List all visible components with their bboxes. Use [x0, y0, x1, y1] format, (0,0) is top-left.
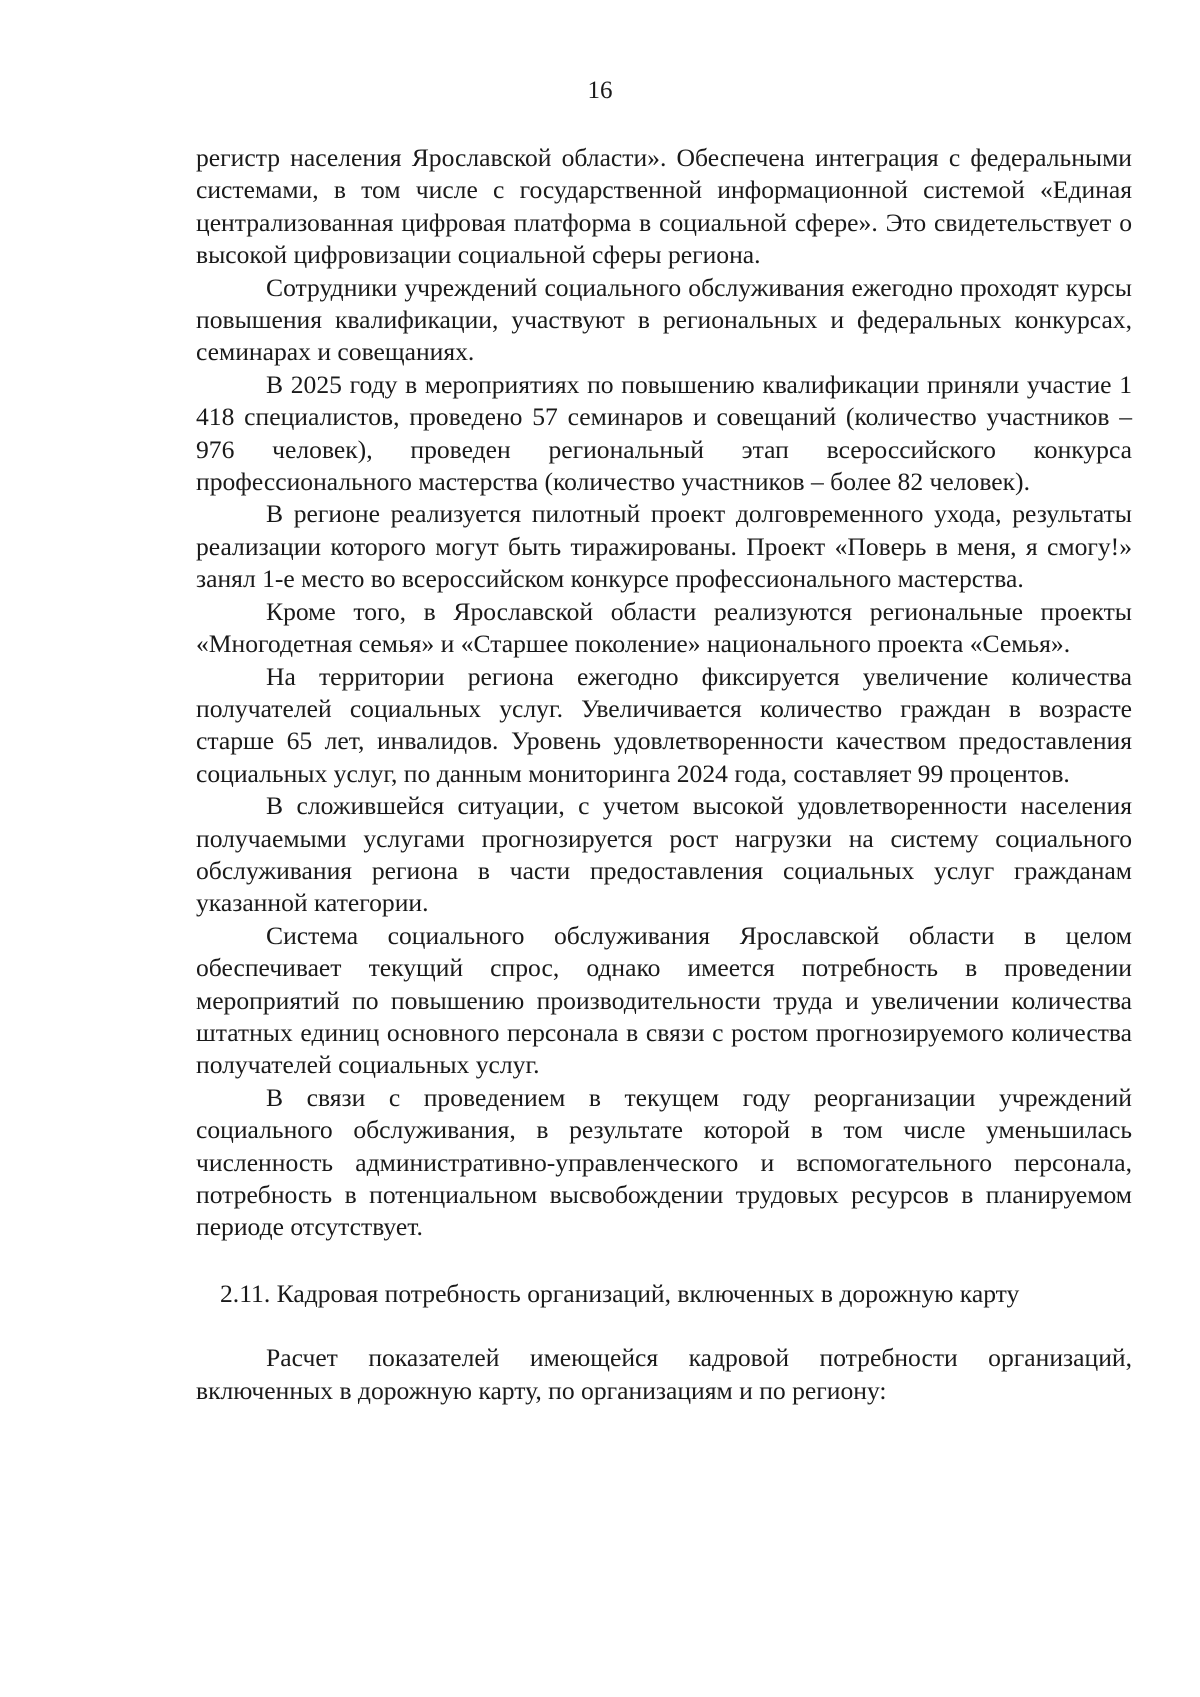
paragraph-staff-training: Сотрудники учреждений социального обслуживания ежегодно проходят курсы повышения квалификации, участвуют в региональных и федеральных конкурсах, семинарах и совещаниях.: [196, 272, 1132, 367]
paragraph-reorganization: В связи с проведением в текущем году реорганизации учреждений социального обслуживания, в результате которой в том числе уменьшилась численность административно-управленческого и вспомогательного персонала, потребность в потенциальном высвобождении трудовых ресурсов в планируемом периоде отсутствует.: [196, 1082, 1132, 1242]
section-heading: 2.11. Кадровая потребность организаций, включенных в дорожную карту: [220, 1278, 1020, 1308]
paragraph-pilot-project: В регионе реализуется пилотный проект долговременного ухода, результаты реализации которого могут быть тиражированы. Проект «Поверь в меня, я смогу!» занял 1-е место во всероссийском конкурсе профессионального мастерства.: [196, 499, 1132, 594]
document-body: [196, 142, 1132, 1407]
page-number: 16: [587, 77, 613, 104]
paragraph-staffing-calculation: Расчет показателей имеющейся кадровой потребности организаций, включенных в дорожную карту, по организациям и по региону:: [196, 1343, 1132, 1405]
paragraph-load-forecast: В сложившейся ситуации, с учетом высокой удовлетворенности населения получаемыми услугами прогнозируется рост нагрузки на систему социального обслуживания региона в части предоставления социальных услуг гражданам указанной категории.: [196, 791, 1132, 918]
paragraph-digital-integration: регистр населения Ярославской области». Обеспечена интеграция с федеральными системами, в том числе с государственной информационной системой «Единая централизованная цифровая платформа в социальной сфере». Это свидетельствует о высокой цифровизации социальной сферы региона.: [196, 143, 1132, 270]
paragraph-service-recipients: На территории региона ежегодно фиксируется увеличение количества получателей социальных услуг. Увеличивается количество граждан в возрасте старше 65 лет, инвалидов. Уровень удовлетворенности качеством предоставления социальных услуг, по данным мониторинга 2024 года, составляет 99 процентов.: [196, 661, 1132, 788]
paragraph-regional-projects: Кроме того, в Ярославской области реализуются региональные проекты «Многодетная семья» и «Старшее поколение» национального проекта «Семья».: [196, 596, 1132, 659]
paragraph-system-demand: Система социального обслуживания Ярославской области в целом обеспечивает текущий спрос, однако имеется потребность в проведении мероприятий по повышению производительности труда и увеличении количества штатных единиц основного персонала в связи с ростом прогнозируемого количества получателей социальных услуг.: [196, 920, 1132, 1080]
paragraph-training-2025: В 2025 году в мероприятиях по повышению квалификации приняли участие 1 418 специалистов, проведено 57 семинаров и совещаний (количество участников – 976 человек), проведен региональный этап всероссийского конкурса профессионального мастерства (количество участников – более 82 человек).: [196, 369, 1132, 497]
